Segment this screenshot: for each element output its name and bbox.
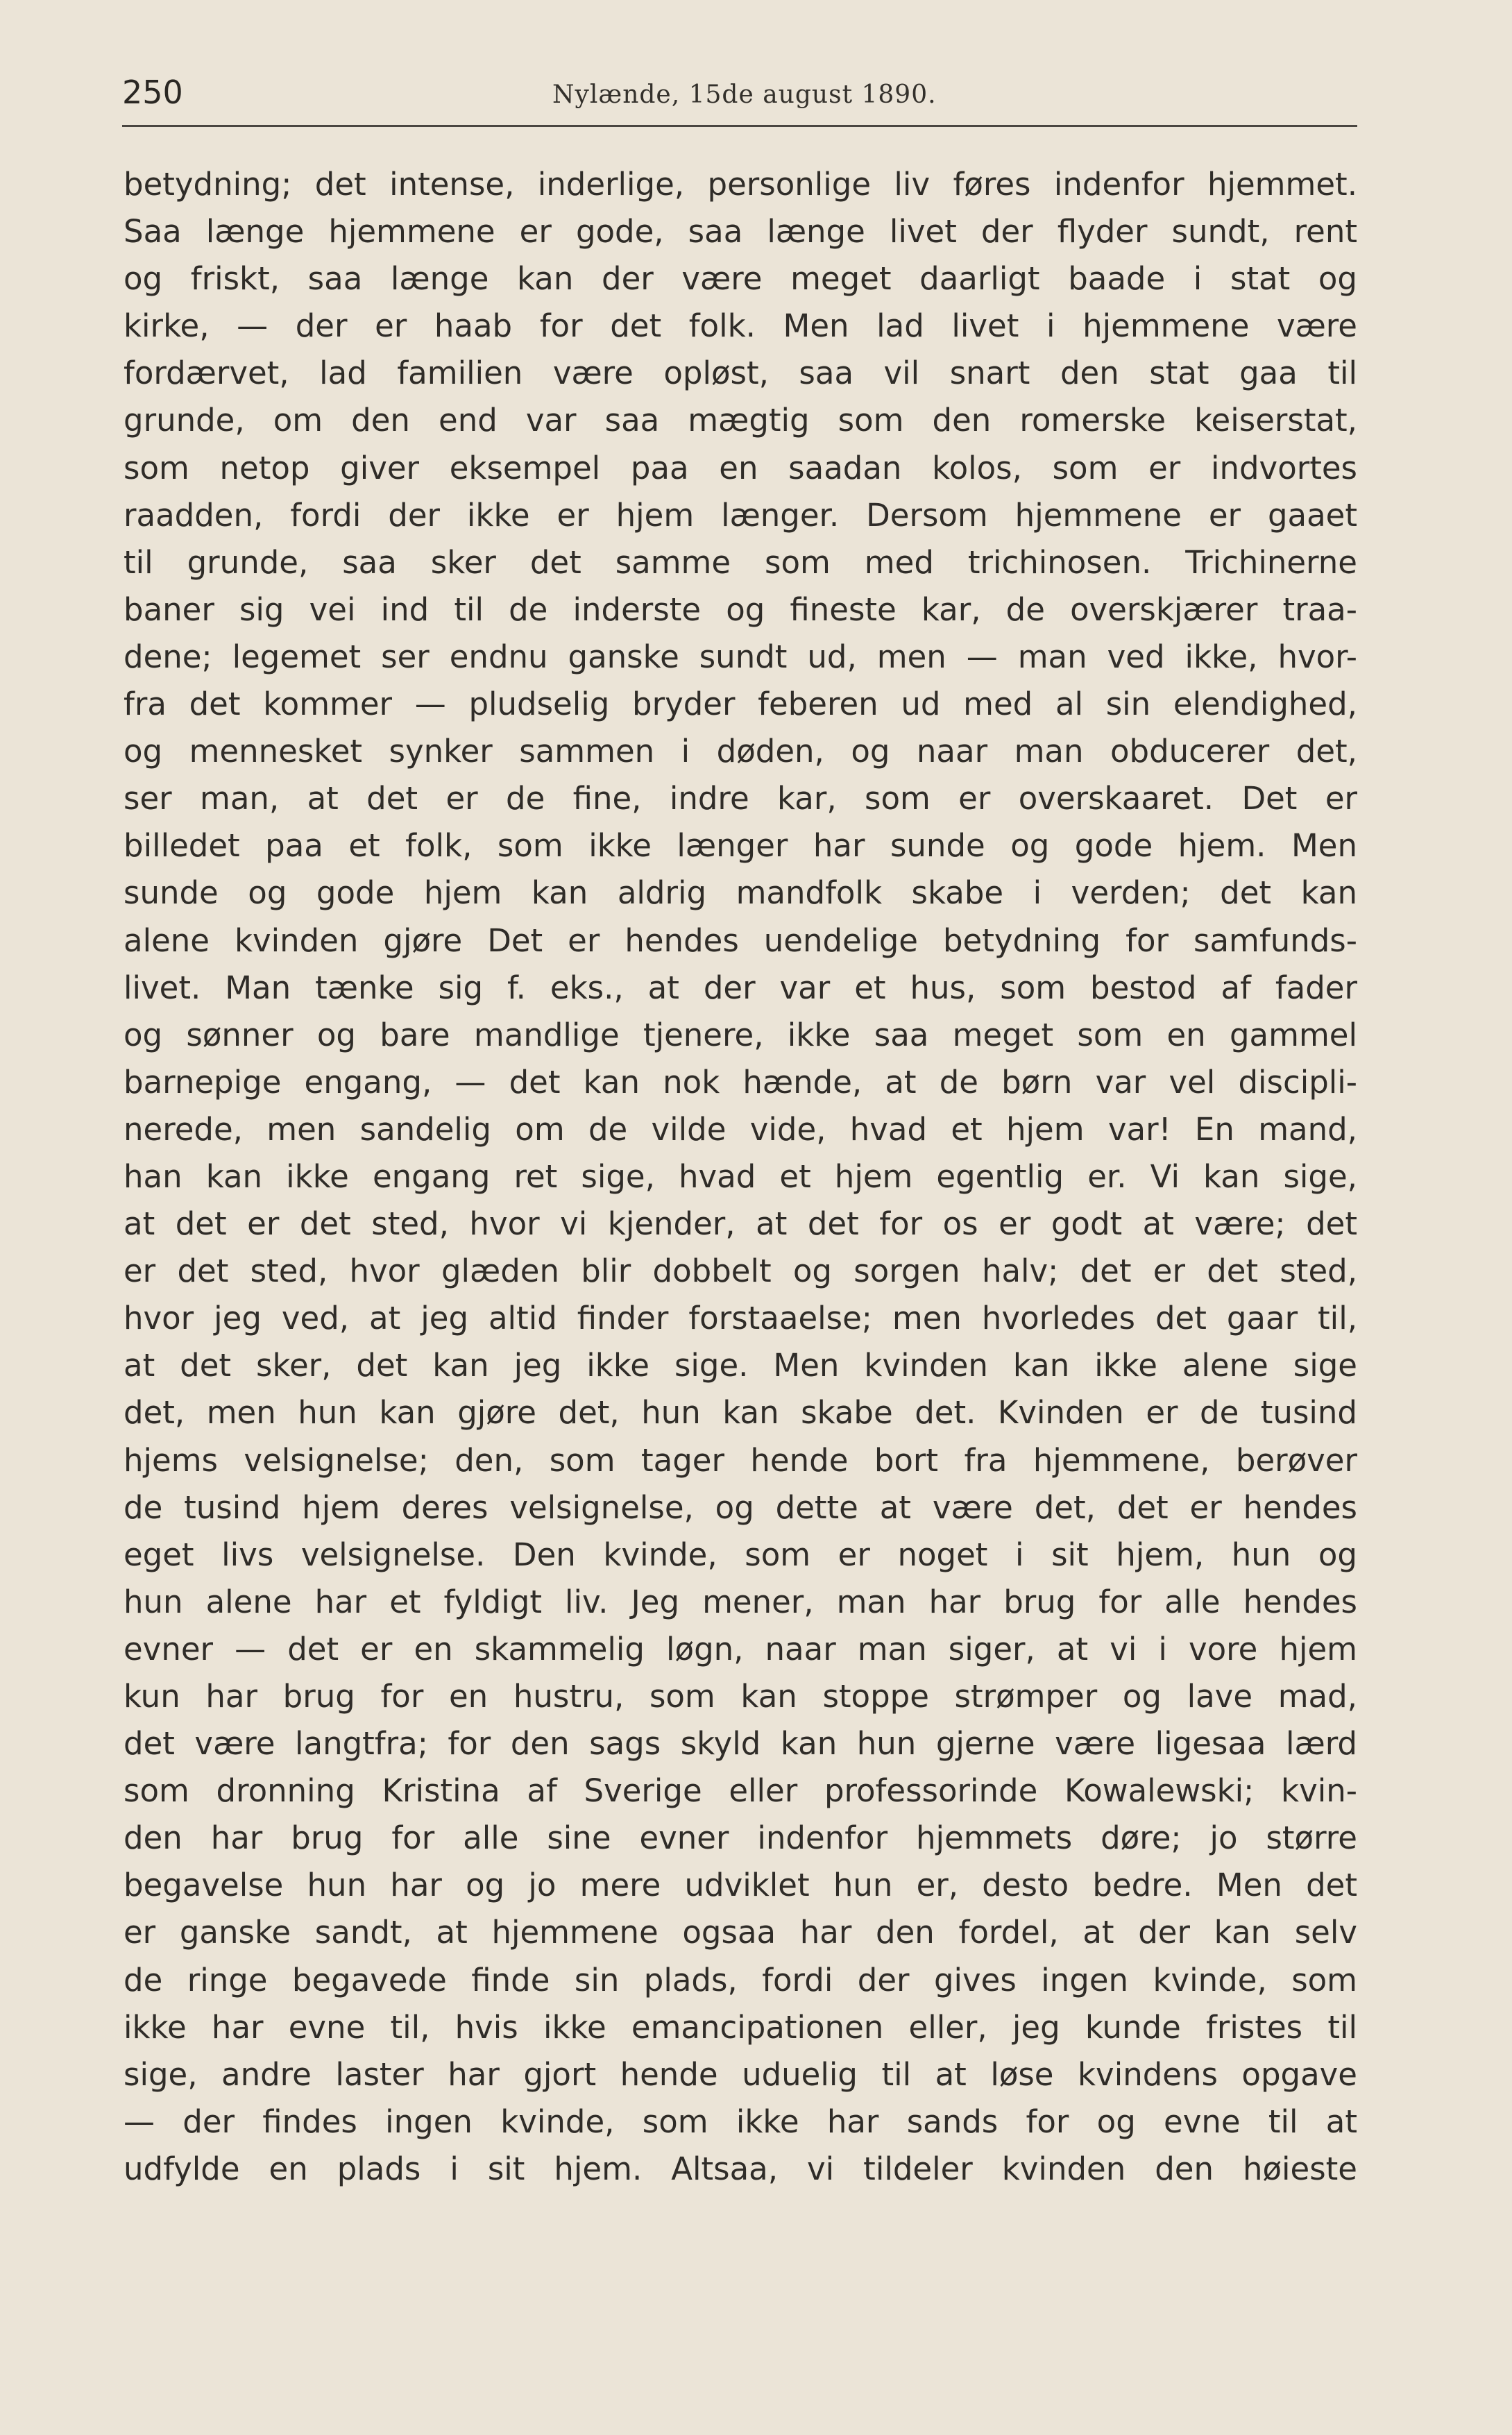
running-head: Nylænde, 15de august 1890. <box>552 80 937 109</box>
text-line: ikke har evne til, hvis ikke emancipationen eller, jeg kunde fristes til <box>124 2008 1357 2046</box>
header-rule <box>122 125 1357 127</box>
text-line: begavelse hun har og jo mere udviklet hun er, desto bedre. Men det <box>124 1867 1357 1904</box>
text-line: evner — det er en skammelig løgn, naar man siger, at vi i vore hjem <box>124 1630 1357 1668</box>
page-number: 250 <box>122 74 183 111</box>
text-line: de tusind hjem deres velsignelse, og dette at være det, det er hendes <box>124 1488 1357 1526</box>
text-line: han kan ikke engang ret sige, hvad et hjem egentlig er. Vi kan sige, <box>124 1157 1357 1195</box>
text-line: barnepige engang, — det kan nok hænde, at de børn var vel discipli- <box>124 1063 1357 1101</box>
text-line: nerede, men sandelig om de vilde vide, hvad et hjem var! En mand, <box>124 1110 1357 1148</box>
text-line: raadden, fordi der ikke er hjem længer. Dersom hjemmene er gaaet <box>124 496 1357 534</box>
text-line: fordærvet, lad familien være opløst, saa vil snart den stat gaa til <box>124 355 1357 392</box>
text-line: Saa længe hjemmene er gode, saa længe livet der flyder sundt, rent <box>124 213 1357 251</box>
text-line: baner sig vei ind til de inderste og fineste kar, de overskjærer traa- <box>124 591 1357 628</box>
text-line: og sønner og bare mandlige tjenere, ikke saa meget som en gammel <box>124 1016 1357 1053</box>
text-line: og mennesket synker sammen i døden, og naar man obducerer det, <box>124 733 1357 770</box>
text-line: som dronning Kristina af Sverige eller professorinde Kowalewski; kvin- <box>124 1772 1357 1810</box>
text-line: eget livs velsignelse. Den kvinde, som er noget i sit hjem, hun og <box>124 1536 1357 1573</box>
text-line: at det er det sted, hvor vi kjender, at det for os er godt at være; det <box>124 1205 1357 1243</box>
text-line: fra det kommer — pludselig bryder feberen ud med al sin elendighed, <box>124 686 1357 723</box>
page-header <box>122 67 1357 122</box>
text-line: livet. Man tænke sig f. eks., at der var et hus, som bestod af fader <box>124 969 1357 1006</box>
text-line: sunde og gode hjem kan aldrig mandfolk skabe i verden; det kan <box>124 874 1357 912</box>
text-line: — der findes ingen kvinde, som ikke har sands for og evne til at <box>124 2103 1357 2140</box>
text-line: det, men hun kan gjøre det, hun kan skabe det. Kvinden er de tusind <box>124 1394 1357 1432</box>
text-line: som netop giver eksempel paa en saadan kolos, som er indvortes <box>124 449 1357 486</box>
text-line: billedet paa et folk, som ikke længer har sunde og gode hjem. Men <box>124 827 1357 865</box>
text-line: at det sker, det kan jeg ikke sige. Men kvinden kan ikke alene sige <box>124 1347 1357 1384</box>
text-line: det være langtfra; for den sags skyld kan hun gjerne være ligesaa lærd <box>124 1725 1357 1763</box>
text-line: de ringe begavede finde sin plads, fordi der gives ingen kvinde, som <box>124 1961 1357 1999</box>
text-line: er det sted, hvor glæden blir dobbelt og sorgen halv; det er det sted, <box>124 1253 1357 1290</box>
text-line: og friskt, saa længe kan der være meget daarligt baade i stat og <box>124 260 1357 298</box>
text-line: til grunde, saa sker det samme som med trichinosen. Trichinerne <box>124 543 1357 581</box>
text-line: udfylde en plads i sit hjem. Altsaa, vi tildeler kvinden den høieste <box>124 2150 1357 2187</box>
text-line: den har brug for alle sine evner indenfor hjemmets døre; jo større <box>124 1819 1357 1857</box>
text-line: er ganske sandt, at hjemmene ogsaa har den fordel, at der kan selv <box>124 1914 1357 1951</box>
text-line: kirke, — der er haab for det folk. Men lad livet i hjemmene være <box>124 307 1357 345</box>
text-line: grunde, om den end var saa mægtig som den romerske keiserstat, <box>124 402 1357 439</box>
text-line: hvor jeg ved, at jeg altid finder forstaaelse; men hvorledes det gaar til, <box>124 1300 1357 1337</box>
text-line: ser man, at det er de fine, indre kar, som er overskaaret. Det er <box>124 780 1357 817</box>
text-line: alene kvinden gjøre Det er hendes uendelige betydning for samfunds- <box>124 922 1357 959</box>
text-line: betydning; det intense, inderlige, personlige liv føres indenfor hjemmet. <box>124 166 1357 203</box>
body-text <box>124 161 1357 2193</box>
text-line: hun alene har et fyldigt liv. Jeg mener, man har brug for alle hendes <box>124 1583 1357 1620</box>
text-line: dene; legemet ser endnu ganske sundt ud, men — man ved ikke, hvor- <box>124 638 1357 675</box>
text-line: kun har brug for en hustru, som kan stoppe strømper og lave mad, <box>124 1678 1357 1715</box>
text-line: sige, andre laster har gjort hende uduelig til at løse kvindens opgave <box>124 2055 1357 2093</box>
text-line: hjems velsignelse; den, som tager hende bort fra hjemmene, berøver <box>124 1441 1357 1479</box>
